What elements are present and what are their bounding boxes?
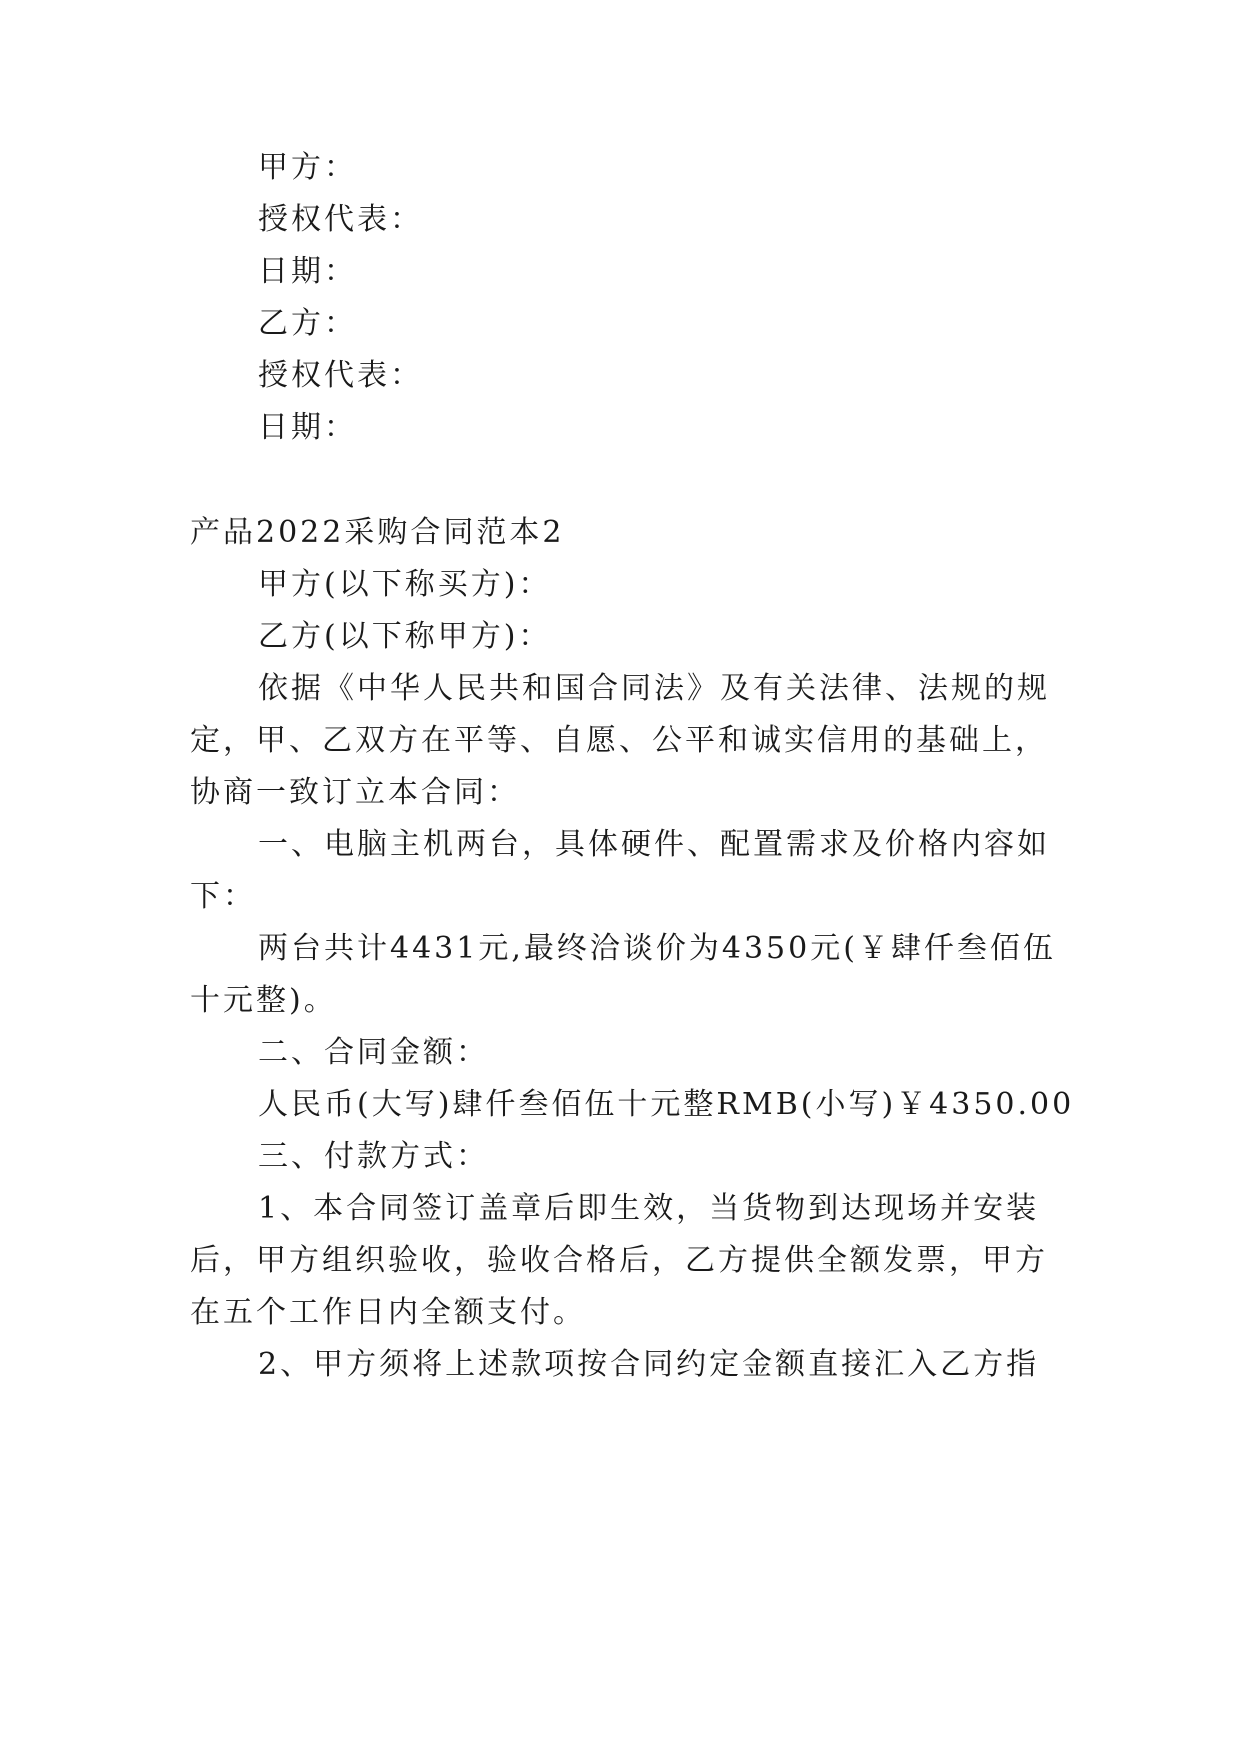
amount-line: 人民币(大写)肆仟叁佰伍十元整RMB(小写)￥4350.00 <box>258 1087 1075 1122</box>
contract-title: 产品2022采购合同范本2 <box>190 515 565 550</box>
payment-clause1-line: 后，甲方组织验收，验收合格后，乙方提供全额发票，甲方 <box>190 1243 1048 1278</box>
section1-line: 下： <box>190 879 256 914</box>
intro-line: 协商一致订立本合同： <box>190 775 520 810</box>
party-a-rep-label: 授权代表： <box>258 202 423 237</box>
payment-clause1-line: 1、本合同签订盖章后即生效，当货物到达现场并安装 <box>258 1191 1040 1226</box>
intro-line: 定，甲、乙双方在平等、自愿、公平和诚实信用的基础上， <box>190 723 1048 758</box>
buyer-party-line: 甲方(以下称买方)： <box>258 567 552 602</box>
intro-line: 依据《中华人民共和国合同法》及有关法律、法规的规 <box>258 671 1050 706</box>
party-a-label: 甲方： <box>258 150 357 185</box>
party-b-label: 乙方： <box>258 306 357 341</box>
party-b-date-label: 日期： <box>258 410 357 445</box>
payment-clause2-line: 2、甲方须将上述款项按合同约定金额直接汇入乙方指 <box>258 1347 1040 1382</box>
payment-clause1-line: 在五个工作日内全额支付。 <box>190 1295 586 1330</box>
section3-heading: 三、付款方式： <box>258 1139 489 1174</box>
seller-party-line: 乙方(以下称甲方)： <box>258 619 552 654</box>
section1-line: 一、电脑主机两台，具体硬件、配置需求及价格内容如 <box>258 827 1050 862</box>
section2-heading: 二、合同金额： <box>258 1035 489 1070</box>
price-line: 十元整)。 <box>190 983 337 1018</box>
party-b-rep-label: 授权代表： <box>258 358 423 393</box>
party-a-date-label: 日期： <box>258 254 357 289</box>
price-line: 两台共计4431元,最终洽谈价为4350元(￥肆仟叁佰伍 <box>258 931 1056 966</box>
